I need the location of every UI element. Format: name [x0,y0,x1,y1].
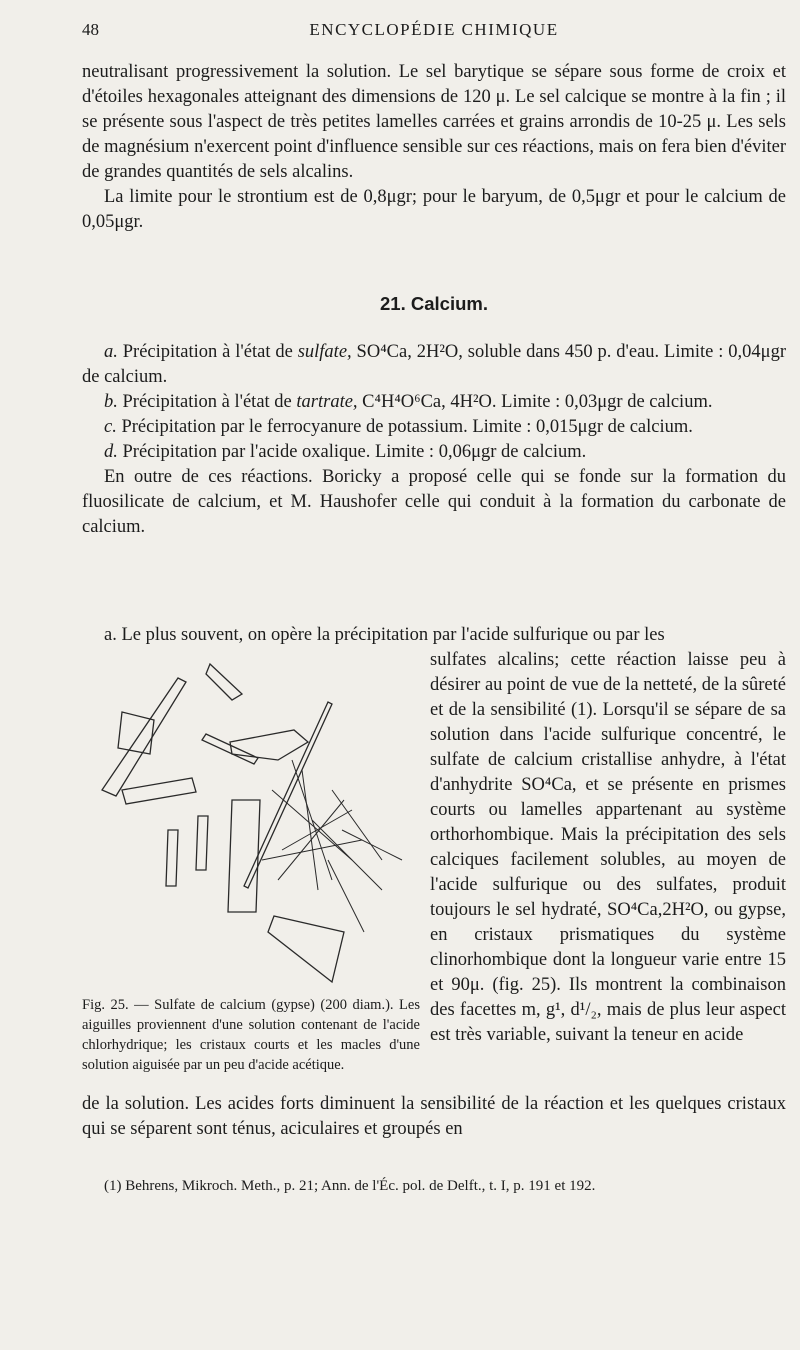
page-header [82,20,786,48]
paragraph-a-start: a. Le plus souvent, on opère la précipitation par l'acide sulfurique ou par les [104,625,665,645]
reaction-c [82,415,786,440]
reaction-a-limit: SO⁴Ca, 2H²O, soluble dans 450 p. d'eau. Limite : 0,04μgr de calcium. [82,342,786,387]
reaction-b-label: b. [104,392,118,412]
reaction-d-text: Précipitation par l'acide oxalique. Limite : 0,06μgr de calcium. [122,442,587,462]
reaction-c-text: Précipitation par le ferrocyanure de potassium. Limite : 0,015μgr de calcium. [121,417,693,437]
reactions-block [82,340,786,540]
section-heading: 21. Calcium. [380,293,488,314]
paragraph-a-tail: de la solution. Les acides forts diminuent la sensibilité de la réaction et les quelques cristaux qui se séparent sont ténus, aciculaires et groupés en [82,1094,786,1139]
reaction-b-italic: tartrate, [296,392,358,412]
reaction-a-text: Précipitation à l'état de [122,342,298,362]
reaction-c-label: c. [104,417,117,437]
reaction-a-label: a. [104,342,118,362]
needle-cluster [262,760,402,932]
intro-paragraph-2: La limite pour le strontium est de 0,8μgr; pour le baryum, de 0,5μgr et pour le calcium de 0,05μgr. [82,187,786,232]
figure-caption: Fig. 25. — Sulfate de calcium (gypse) (200 diam.). Les aiguilles proviennent d'une solution contenant de l'acide chlorhydrique; les cristaux courts et les macles d'une solution aiguisée par un peu d'acide acétique. [82,997,420,1073]
page-number: 48 [82,20,99,39]
gypsum-crystals-illustration [82,650,422,990]
reaction-b-limit: C⁴H⁴O⁶Ca, 4H²O. Limite : 0,03μgr de calcium. [357,392,713,412]
reaction-d [82,440,786,465]
intro-block [82,60,786,235]
reaction-b-text: Précipitation à l'état de [122,392,297,412]
reaction-a-italic: sulfate, [297,342,352,362]
reaction-a [82,340,786,390]
footnote: (1) Behrens, Mikroch. Meth., p. 21; Ann. de l'Éc. pol. de Delft., t. I, p. 191 et 192. [104,1178,596,1194]
reaction-d-label: d. [104,442,118,462]
running-title: ENCYCLOPÉDIE CHIMIQUE [309,20,559,39]
figure-25 [82,650,422,990]
intro-paragraph-1: neutralisant progressivement la solution. Le sel barytique se sépare sous forme de croix et d'étoiles hexagonales atteignant des dimensions de 120 μ. Le sel calcique se montre à la fin ; il se présente sous l'aspect de très petites lamelles carrées et grains arrondis de 10-25 μ. Les sels de magnésium n'exercent point d'influence sensible sur ces réactions, mais on fera bien d'éviter de grandes quantités de sels alcalins. [82,62,786,182]
figure-side-text: sulfates alcalins; cette réaction laisse peu à désirer au point de vue de la netteté, de la sûreté et de la sensibilité (1). Lorsqu'il se sépare de sa solution dans l'acide sulfurique concentré, le sulfate de calcium cristallise anhydre, à l'état d'anhydrite SO⁴Ca, et se présente en prismes courts ou lamelles appartenant au système orthorhombique. Mais la précipitation des sels calciques facilement solubles, au moyen de l'acide sulfurique ou des sulfates, produit toujours le sel hydraté, SO⁴Ca,2H²O, ou gypse, en cristaux prismatiques du système clinorhombique dont la longueur varie entre 15 et 90μ. (fig. 25). Ils montrent la combinaison des facettes m, g¹, d¹/₂, mais de plus leur aspect est très variable, suivant la teneur en acide [430,650,786,1045]
reaction-b [82,390,786,415]
other-reactions: En outre de ces réactions. Boricky a proposé celle qui se fonde sur la formation du fluosilicate de calcium, et M. Haushofer celle qui conduit à la formation du carbonate de calcium. [82,467,786,537]
